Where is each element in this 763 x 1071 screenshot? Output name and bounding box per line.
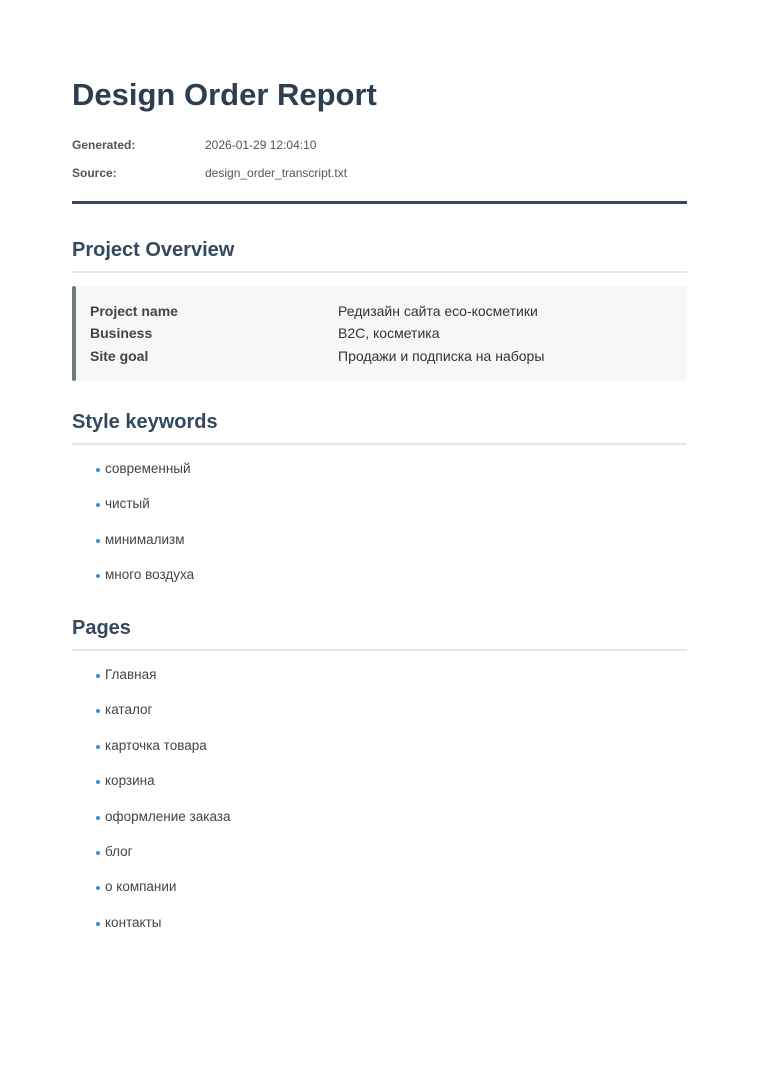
list-item-text: минимализм: [105, 531, 185, 547]
overview-label: Project name: [90, 303, 178, 319]
list-item-text: чистый: [105, 496, 150, 512]
overview-label: Site goal: [90, 348, 149, 364]
project-overview-box: [72, 286, 687, 381]
bullet-icon: [96, 816, 100, 820]
section-divider: [72, 271, 687, 273]
list-item-text: контакты: [105, 914, 162, 930]
bullet-icon: [96, 851, 100, 855]
overview-value: B2C, косметика: [338, 325, 440, 341]
section-divider: [72, 649, 687, 651]
bullet-icon: [96, 539, 100, 543]
list-item-text: о компании: [105, 879, 177, 895]
generated-value: 2026-01-29 12:04:10: [205, 138, 317, 152]
overview-value: Продажи и подписка на наборы: [338, 348, 545, 364]
overview-label: Business: [90, 325, 153, 341]
overview-row-project-name: [72, 301, 687, 321]
list-item-text: современный: [105, 461, 191, 476]
list-item-text: Главная: [105, 667, 157, 682]
report-title: Design Order Report: [72, 77, 377, 112]
section-divider: [72, 443, 687, 445]
bullet-icon: [96, 574, 100, 578]
project-overview-heading: Project Overview: [72, 239, 235, 261]
bullet-icon: [96, 468, 100, 472]
generated-label: Generated:: [72, 138, 136, 152]
list-item-text: много воздуха: [105, 567, 195, 583]
bullet-icon: [96, 709, 100, 713]
source-value: design_order_transcript.txt: [205, 166, 348, 180]
overview-value: Редизайн сайта eco-косметики: [338, 303, 538, 319]
list-item-text: оформление заказа: [105, 808, 231, 824]
bullet-icon: [96, 886, 100, 890]
overview-row-business: [72, 323, 687, 343]
list-item-text: блог: [105, 843, 133, 859]
bullet-icon: [96, 745, 100, 749]
overview-row-site-goal: [72, 346, 687, 366]
bullet-icon: [96, 674, 100, 678]
list-item-text: каталог: [105, 702, 153, 718]
header-divider: [72, 201, 687, 204]
pages-heading: Pages: [72, 617, 131, 639]
bullet-icon: [96, 780, 100, 784]
source-label: Source:: [72, 166, 117, 180]
bullet-icon: [96, 503, 100, 507]
list-item-text: корзина: [105, 773, 155, 789]
style-keywords-heading: Style keywords: [72, 411, 218, 433]
bullet-icon: [96, 922, 100, 926]
list-item-text: карточка товара: [105, 737, 207, 753]
